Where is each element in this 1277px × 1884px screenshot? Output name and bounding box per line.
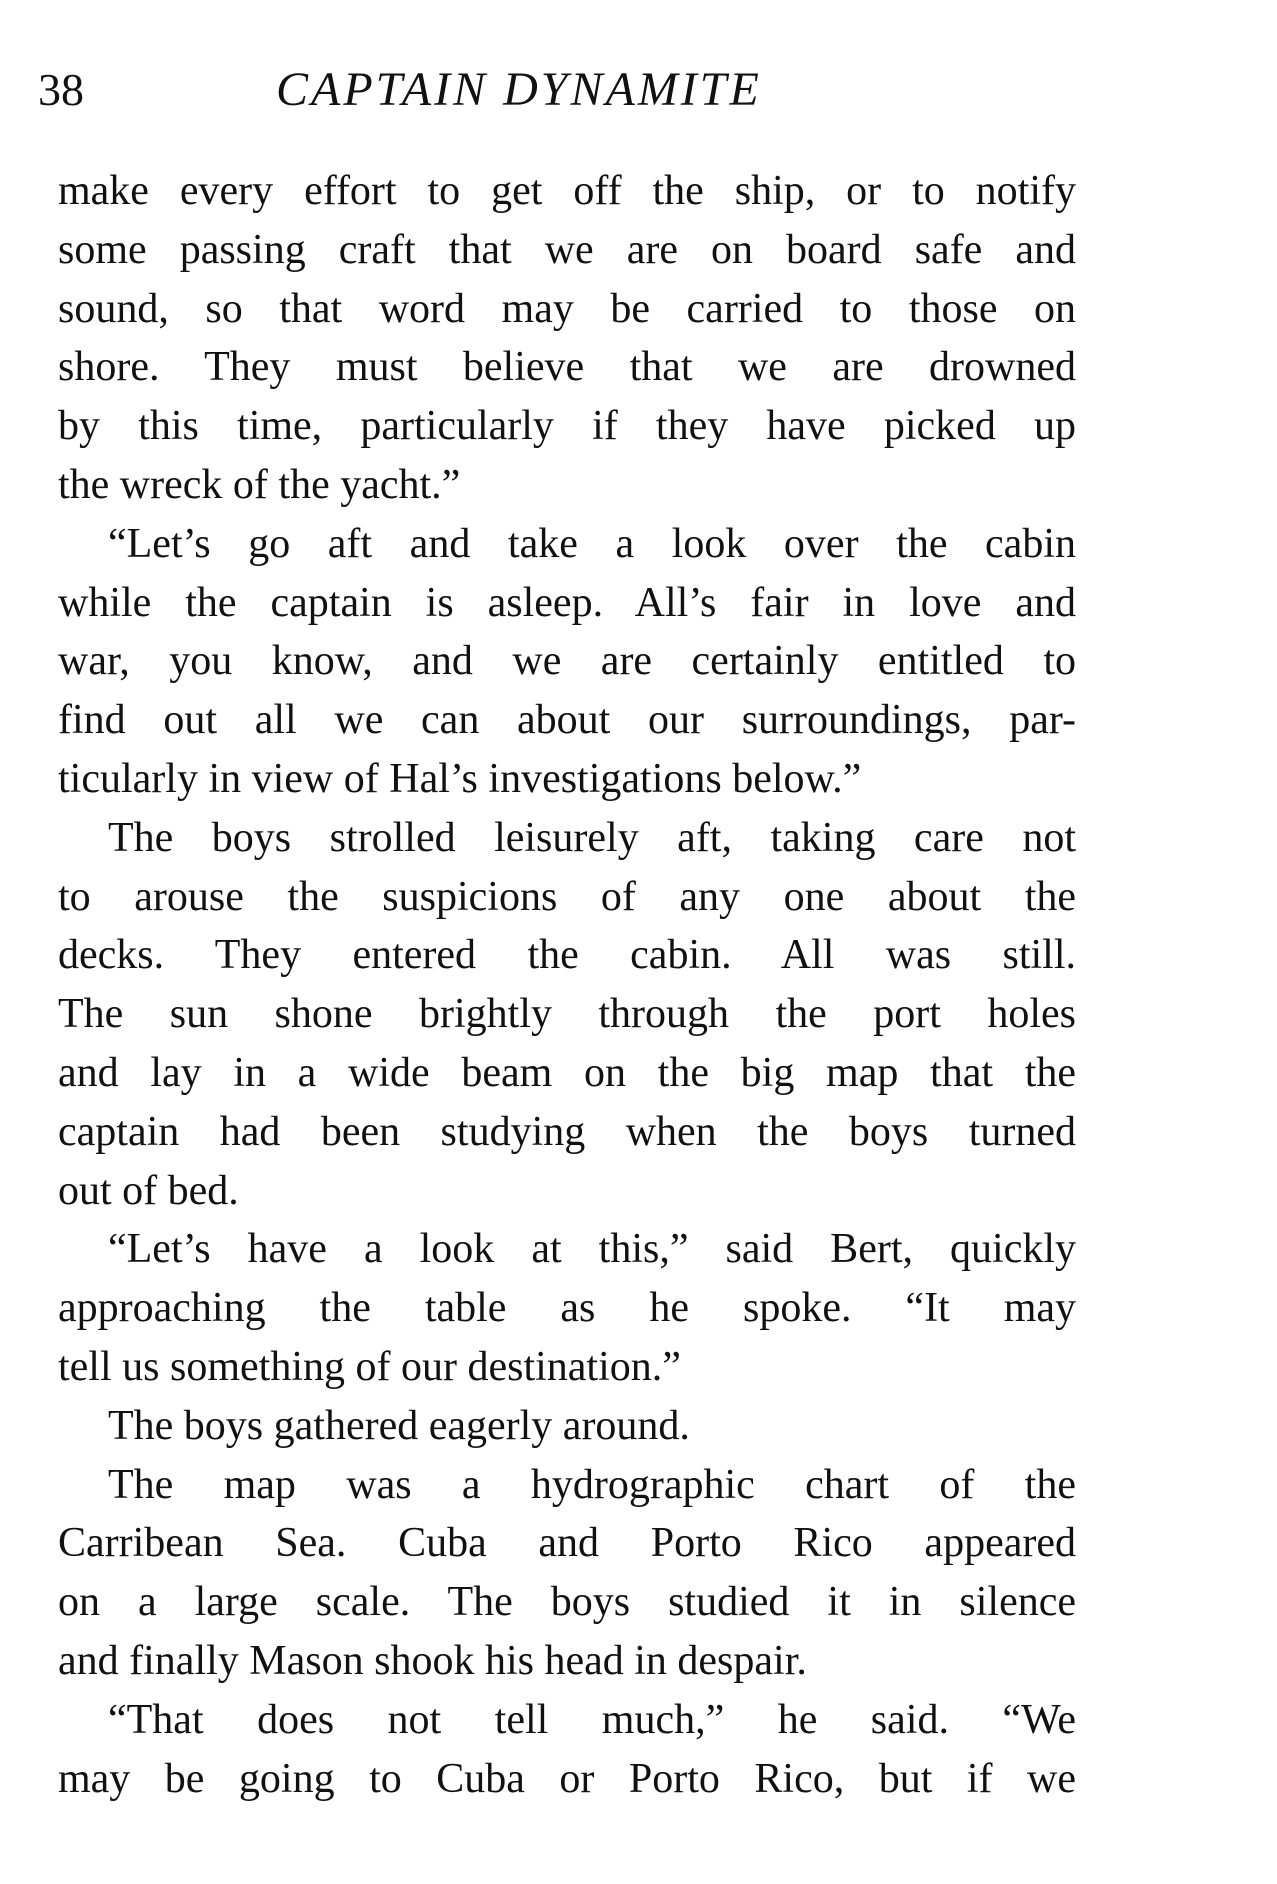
text-line: tell us something of our destination.”: [58, 1343, 681, 1390]
text-line: Carribean Sea. Cuba and Porto Rico appeared: [58, 1520, 1076, 1567]
text-line: out of bed.: [58, 1167, 239, 1214]
text-line: war, you know, and we are certainly entitled to: [58, 638, 1076, 685]
text-line: ticularly in view of Hal’s investigations below.”: [58, 755, 862, 802]
text-line: find out all we can about our surroundings, par-: [58, 697, 1076, 744]
text-line: some passing craft that we are on board safe and: [58, 226, 1076, 273]
text-line: decks. They entered the cabin. All was still.: [58, 932, 1076, 979]
text-line: the wreck of the yacht.”: [58, 461, 461, 508]
text-line: The boys strolled leisurely aft, taking care not: [108, 814, 1076, 861]
text-line: The map was a hydrographic chart of the: [108, 1461, 1076, 1508]
text-line: on a large scale. The boys studied it in silence: [58, 1579, 1076, 1626]
text-line: captain had been studying when the boys turned: [58, 1108, 1076, 1155]
text-line: may be going to Cuba or Porto Rico, but if we: [58, 1755, 1076, 1802]
text-line: while the captain is asleep. All’s fair in love and: [58, 579, 1076, 626]
text-line: make every effort to get off the ship, or to notify: [58, 168, 1076, 214]
text-line: and lay in a wide beam on the big map that the: [58, 1049, 1076, 1096]
text-line: by this time, particularly if they have picked up: [58, 403, 1076, 450]
text-line: “That does not tell much,” he said. “We: [108, 1696, 1076, 1743]
text-line: “Let’s go aft and take a look over the cabin: [108, 520, 1076, 567]
text-line: “Let’s have a look at this,” said Bert, quickly: [108, 1226, 1076, 1273]
text-line: shore. They must believe that we are drowned: [58, 344, 1076, 391]
page-number: 38: [38, 64, 84, 115]
page-header: [38, 55, 938, 125]
text-line: and finally Mason shook his head in despair.: [58, 1637, 807, 1684]
text-line: approaching the table as he spoke. “It may: [58, 1285, 1076, 1332]
text-line: sound, so that word may be carried to those on: [58, 285, 1076, 332]
body-text: [58, 162, 1076, 1808]
text-line: to arouse the suspicions of any one about the: [58, 873, 1076, 920]
text-line: The sun shone brightly through the port holes: [58, 991, 1076, 1038]
text-line: The boys gathered eagerly around.: [108, 1402, 690, 1449]
running-title: CAPTAIN DYNAMITE: [276, 63, 762, 116]
